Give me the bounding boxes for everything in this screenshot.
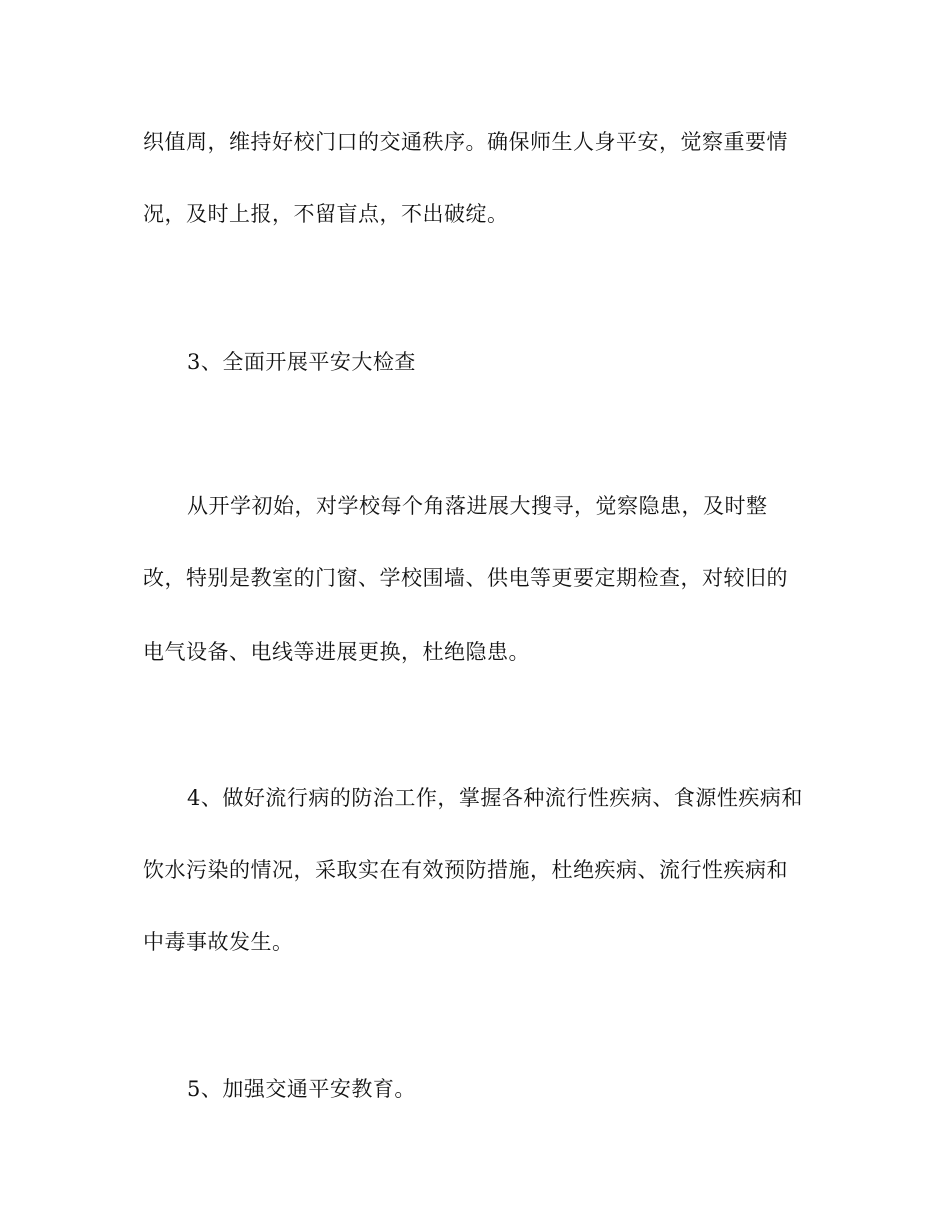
paragraph-line: 况，及时上报，不留盲点，不出破绽。 — [143, 202, 509, 226]
paragraph-line: 中毒事故发生。 — [143, 930, 294, 954]
paragraph-line: 改，特别是教室的门窗、学校围墙、供电等更要定期检查，对较旧的 — [143, 566, 788, 590]
section-heading: 5、加强交通平安教育。 — [187, 1077, 416, 1101]
paragraph-line: 织值周，维持好校门口的交通秩序。确保师生人身平安，觉察重要情 — [143, 130, 788, 154]
section-heading: 3、全面开展平安大检查 — [187, 350, 416, 374]
paragraph-line: 饮水污染的情况，采取实在有效预防措施，杜绝疾病、流行性疾病和 — [143, 858, 788, 882]
paragraph-line: 4、做好流行病的防治工作，掌握各种流行性疾病、食源性疾病和 — [187, 786, 803, 810]
paragraph-line: 电气设备、电线等进展更换，杜绝隐患。 — [143, 640, 530, 664]
paragraph-line: 从开学初始，对学校每个角落进展大搜寻，觉察隐患，及时整 — [187, 494, 768, 518]
